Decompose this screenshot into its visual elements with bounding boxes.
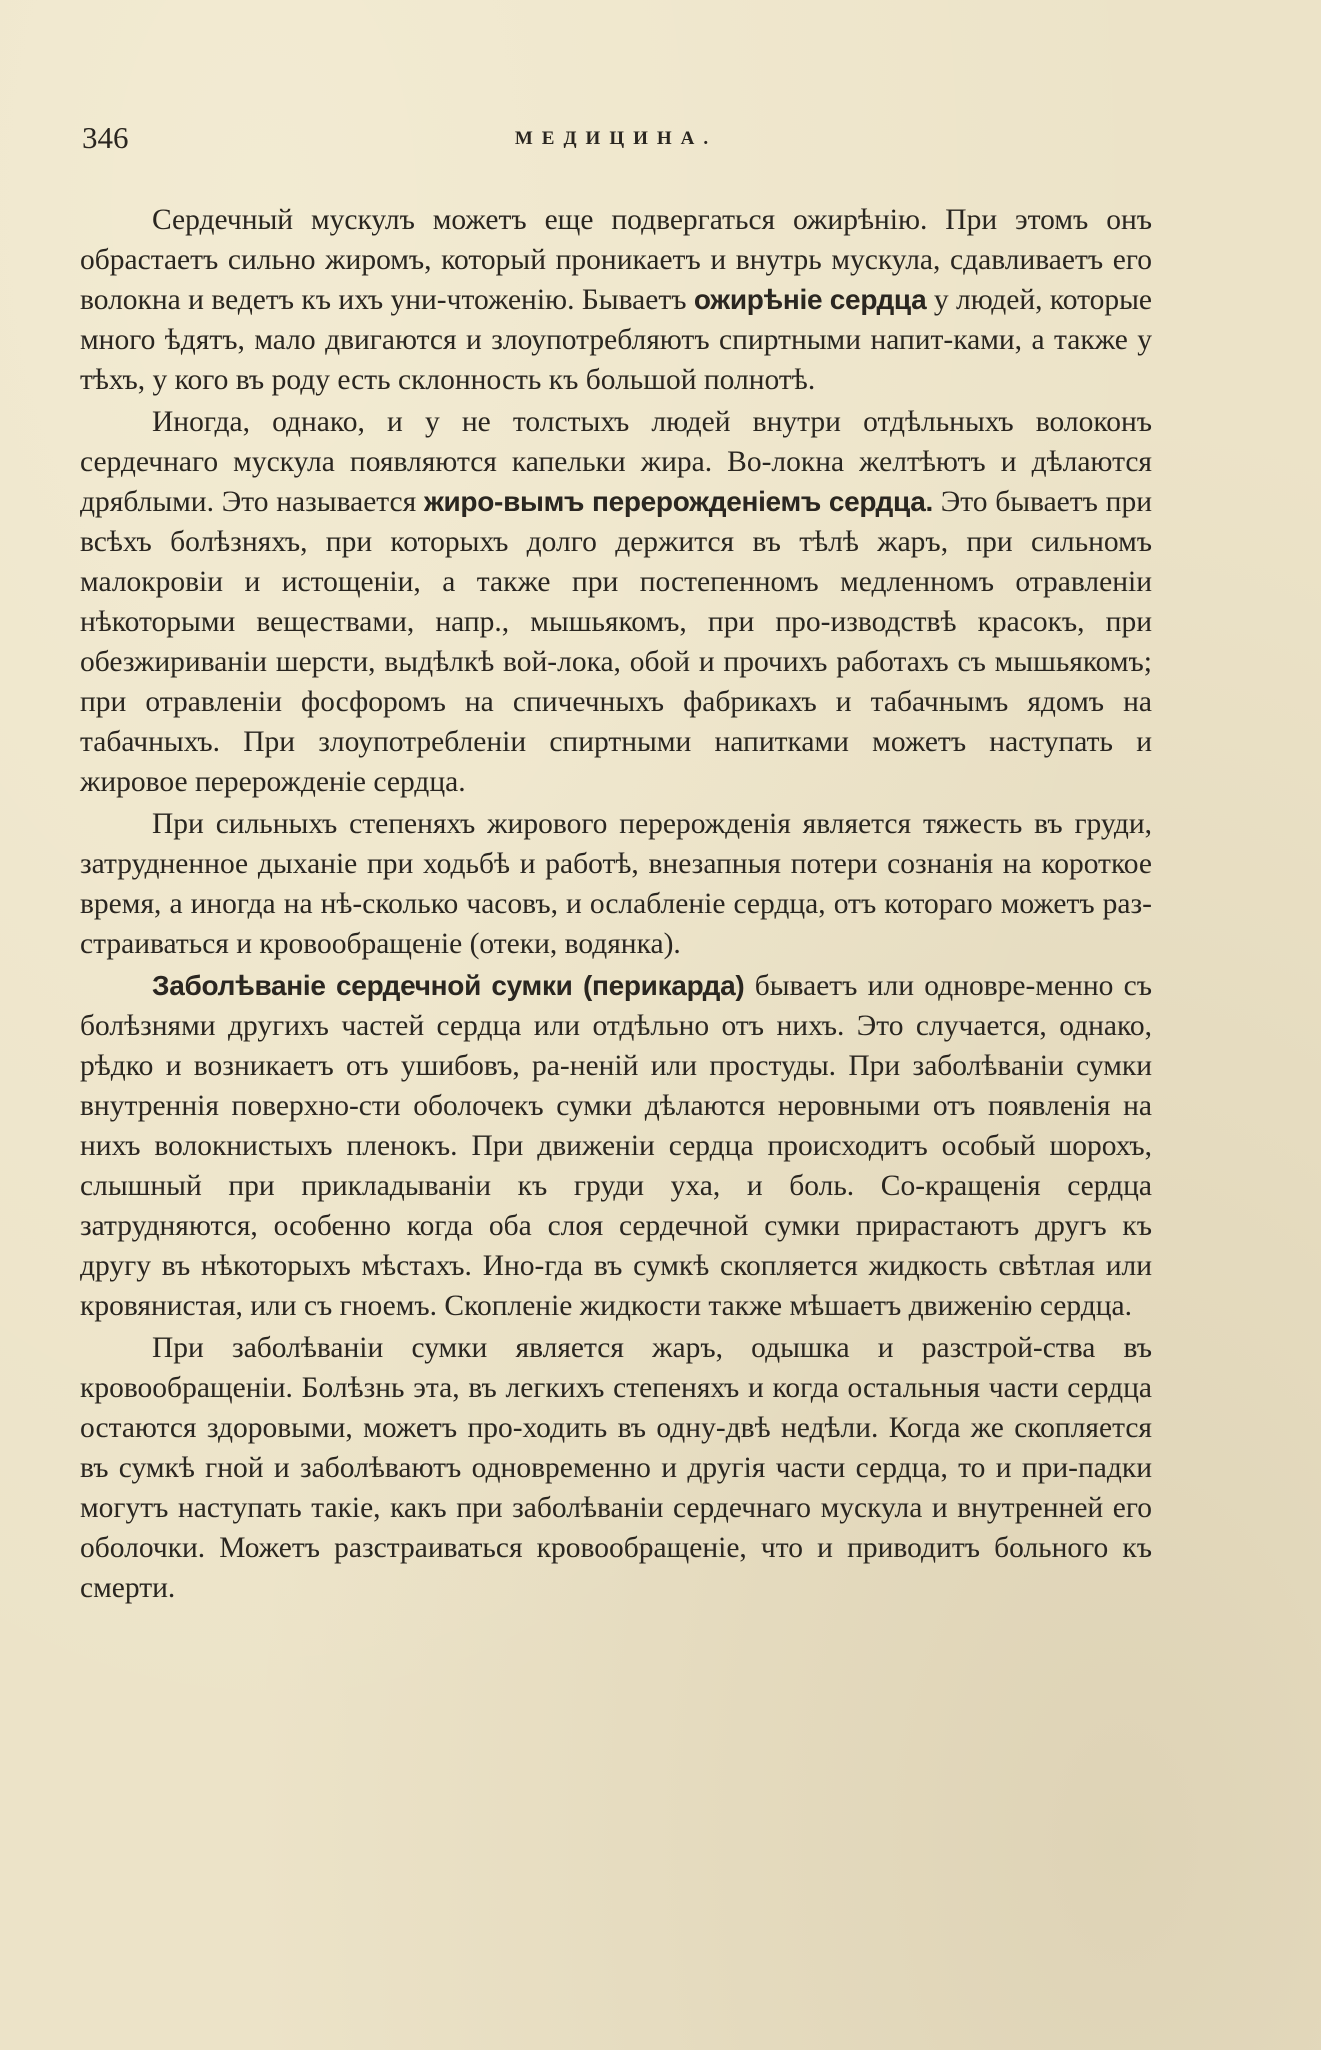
- paragraph-text: бываетъ или одновре-менно съ болѣзнями другихъ частей сердца или отдѣльно отъ нихъ. Это случается, однако, рѣдко и возникаетъ отъ ушибовъ, ра-неній или простуды. При заболѣваніи сумки внутреннія поверхно-сти оболочекъ сумки дѣлаются неровными отъ появленія на нихъ волокнистыхъ пленокъ. При движеніи сердца происходитъ особый шорохъ, слышный при прикладываніи къ груди уха, и боль. Со-кращенія сердца затрудняются, особенно когда оба слоя сердечной сумки прирастаютъ другъ къ другу въ нѣкоторыхъ мѣстахъ. Ино-гда въ сумкѣ скопляется жидкость свѣтлая или кровянистая, или съ гноемъ. Скопленіе жидкости также мѣшаетъ движенію сердца.: [80, 970, 1152, 1322]
- page-number: 346: [82, 120, 129, 155]
- paragraph-text: Иногда, однако, и у не толстыхъ людей внутри отдѣльныхъ волоконъ сердечнаго мускула появляются капельки жира. Во-локна желтѣютъ и дѣлаются дряблыми. Это называется: [80, 406, 1152, 518]
- paragraph-text: у людей, которые много ѣдятъ, мало двигаются и злоупотребляютъ спиртными напит-ками, а также у тѣхъ, у кого въ роду есть склонность къ большой полнотѣ.: [80, 284, 1153, 396]
- paragraph-text: При сильныхъ степеняхъ жирового перерожденія является тяжесть въ груди, затрудненное дыханіе при ходьбѣ и работѣ, внезапныя потери сознанія на короткое время, а иногда на нѣ-сколько часовъ, и ослабленіе сердца, отъ котораго можетъ раз-страиваться и кровообращеніе (отеки, водянка).: [80, 808, 1152, 960]
- paragraph-pericarditis: [80, 966, 1152, 1326]
- paragraph-fatty-heart: [80, 200, 1152, 400]
- body-text: [80, 200, 1152, 1608]
- paragraph-pericarditis-course: [80, 1328, 1152, 1608]
- bold-term: Заболѣваніе сердечной сумки (перикарда): [152, 970, 745, 1001]
- paragraph-text: Это бываетъ при всѣхъ болѣзняхъ, при которыхъ долго держится въ тѣлѣ жаръ, при сильномъ малокровіи и истощеніи, а также при постепенномъ медленномъ отравленіи нѣкоторыми веществами, напр., мышьякомъ, при про-изводствѣ красокъ, при обезжириваніи шерсти, выдѣлкѣ вой-лока, обой и прочихъ работахъ съ мышьякомъ; при отравленіи фосфоромъ на спичечныхъ фабрикахъ и табачнымъ ядомъ на табачныхъ. При злоупотребленіи спиртными напитками можетъ наступать и жировое перерожденіе сердца.: [80, 486, 1153, 798]
- running-title: МЕДИЦИНА.: [514, 128, 718, 149]
- page-header: [82, 120, 1150, 166]
- bold-term: ожирѣніе сердца: [693, 284, 927, 315]
- paragraph-text: При заболѣваніи сумки является жаръ, одышка и разстрой-ства въ кровообращеніи. Болѣзнь эта, въ легкихъ степеняхъ и когда остальныя части сердца остаются здоровыми, можетъ про-ходить въ одну-двѣ недѣли. Когда же скопляется въ сумкѣ гной и заболѣваютъ одновременно и другія части сердца, то и при-падки могутъ наступать такіе, какъ при заболѣваніи сердечнаго мускула и внутренней его оболочки. Можетъ разстраиваться кровообращеніе, что и приводитъ больного къ смерти.: [80, 1332, 1152, 1604]
- paragraph-symptoms: [80, 804, 1152, 964]
- paragraph-text: Сердечный мускулъ можетъ еще подвергаться ожирѣнію. При этомъ онъ обрастаетъ сильно жиромъ, который проникаетъ и внутрь мускула, сдавливаетъ его волокна и ведетъ къ ихъ уни-чтоженію. Бываетъ: [80, 204, 1152, 316]
- bold-term: жиро-вымъ перерожденіемъ сердца.: [423, 486, 933, 517]
- paragraph-fatty-degeneration: [80, 402, 1152, 802]
